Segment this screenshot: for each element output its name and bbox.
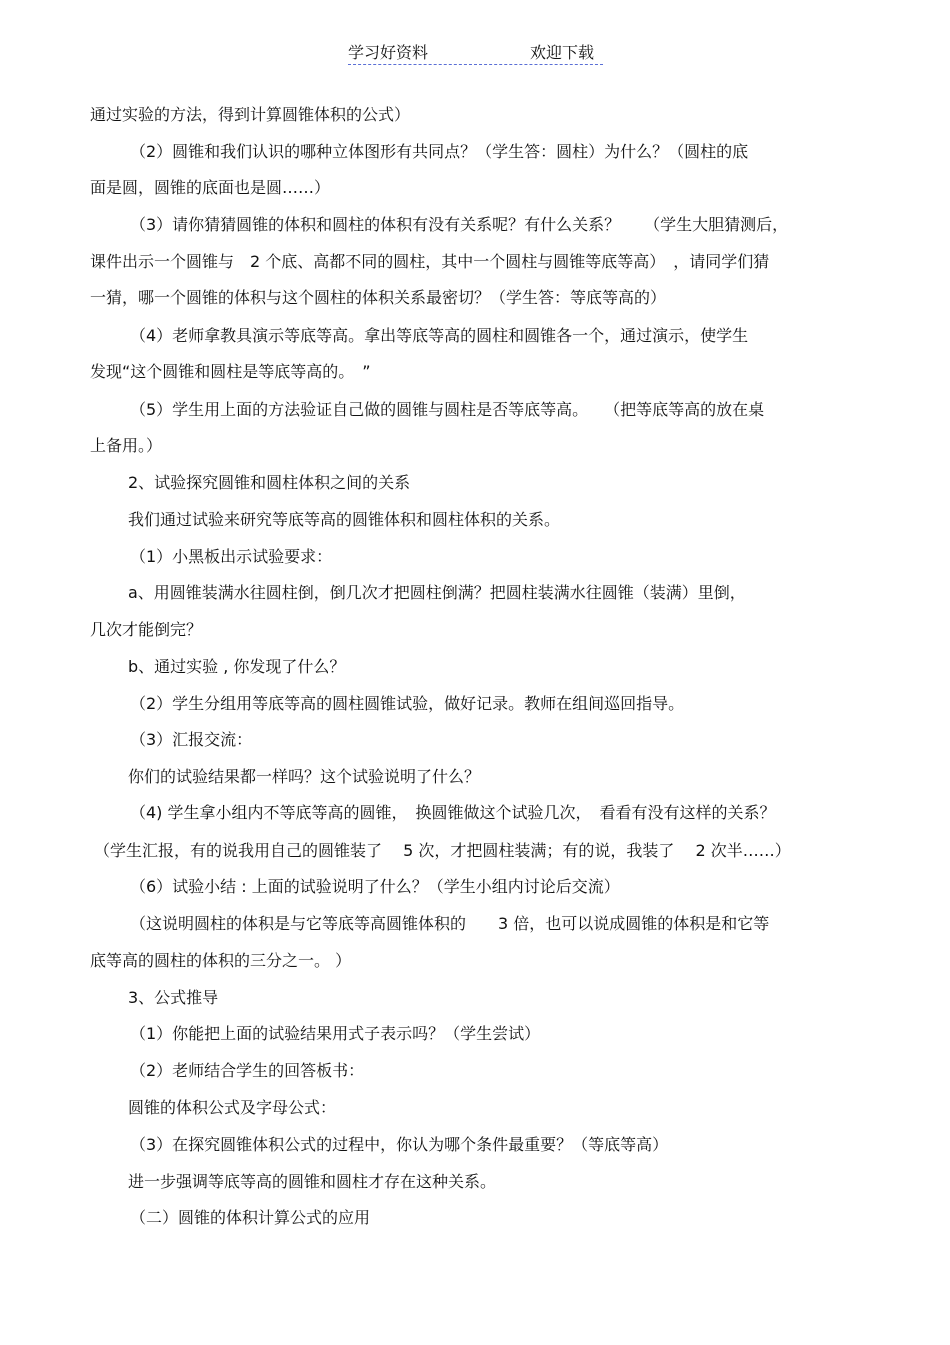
text-line: 面是圆，圆锥的底面也是圆……） (90, 178, 331, 197)
text-line: 几次才能倒完？ (90, 620, 203, 639)
text-line: 通过实验的方法，得到计算圆锥体积的公式） (90, 105, 411, 124)
section-heading: 3、公式推导 (128, 988, 219, 1007)
text-line: （4) 学生拿小组内不等底等高的圆锥， 换圆锥做这个试验几次， 看看有没有这样的关系？ (130, 803, 776, 822)
text-line: （这说明圆柱的体积是与它等底等高圆锥体积的 3 倍，也可以说成圆锥的体积是和它等 (130, 914, 770, 933)
text-line: （2）学生分组用等底等高的圆柱圆锥试验，做好记录。教师在组间巡回指导。 (130, 694, 685, 713)
text-line: （1）你能把上面的试验结果用式子表示吗？（学生尝试） (130, 1024, 541, 1043)
text-line: 一猜，哪一个圆锥的体积与这个圆柱的体积关系最密切？（学生答：等底等高的） (90, 288, 667, 307)
text-line: （3）请你猜猜圆锥的体积和圆柱的体积有没有关系呢？有什么关系？ （学生大胆猜测后， (130, 215, 789, 234)
text-line: 你们的试验结果都一样吗？这个试验说明了什么？ (128, 767, 481, 786)
text-line: （学生汇报，有的说我用自己的圆锥装了 5 次，才把圆柱装满；有的说，我装了 2 次半……） (94, 841, 791, 860)
text-line: 发现“这个圆锥和圆柱是等底等高的。 ” (90, 362, 371, 381)
text-line: （4）老师拿教具演示等底等高。拿出等底等高的圆柱和圆锥各一个，通过演示，使学生 (130, 326, 749, 345)
text-line: （3）汇报交流： (130, 730, 253, 749)
text-line: 上备用。） (90, 436, 163, 455)
text-line: 我们通过试验来研究等底等高的圆锥体积和圆柱体积的关系。 (128, 510, 561, 529)
text-line: 进一步强调等底等高的圆锥和圆柱才存在这种关系。 (128, 1172, 497, 1191)
text-line: （2）圆锥和我们认识的哪种立体图形有共同点？（学生答：圆柱）为什么？（圆柱的底 (130, 142, 749, 161)
text-line: a、用圆锥装满水往圆柱倒，倒几次才把圆柱倒满？把圆柱装满水往圆锥（装满）里倒， (128, 583, 746, 602)
text-line: （6）试验小结 : 上面的试验说明了什么？（学生小组内讨论后交流） (130, 877, 620, 896)
section-heading: 2、试验探究圆锥和圆柱体积之间的关系 (128, 473, 411, 492)
text-line: （5）学生用上面的方法验证自己做的圆锥与圆柱是否等底等高。 （把等底等高的放在桌 (130, 400, 765, 419)
text-line: 底等高的圆柱的体积的三分之一。 ） (90, 951, 352, 970)
text-line: （3）在探究圆锥体积公式的过程中，你认为哪个条件最重要？（等底等高） (130, 1135, 669, 1154)
header-right-text: 欢迎下载 (530, 43, 595, 62)
header-left-text: 学习好资料 (348, 43, 429, 62)
text-line: 课件出示一个圆锥与 2 个底、高都不同的圆柱，其中一个圆柱与圆锥等底等高） ，请同学们猜 (90, 252, 770, 271)
text-line: （1）小黑板出示试验要求： (130, 547, 333, 566)
text-line: b、通过实验 , 你发现了什么？ (128, 657, 346, 676)
page-header (348, 42, 603, 66)
text-line: （2）老师结合学生的回答板书： (130, 1061, 365, 1080)
section-heading: （二）圆锥的体积计算公式的应用 (130, 1208, 371, 1227)
header-divider (348, 64, 603, 65)
text-line: 圆锥的体积公式及字母公式： (128, 1098, 337, 1117)
